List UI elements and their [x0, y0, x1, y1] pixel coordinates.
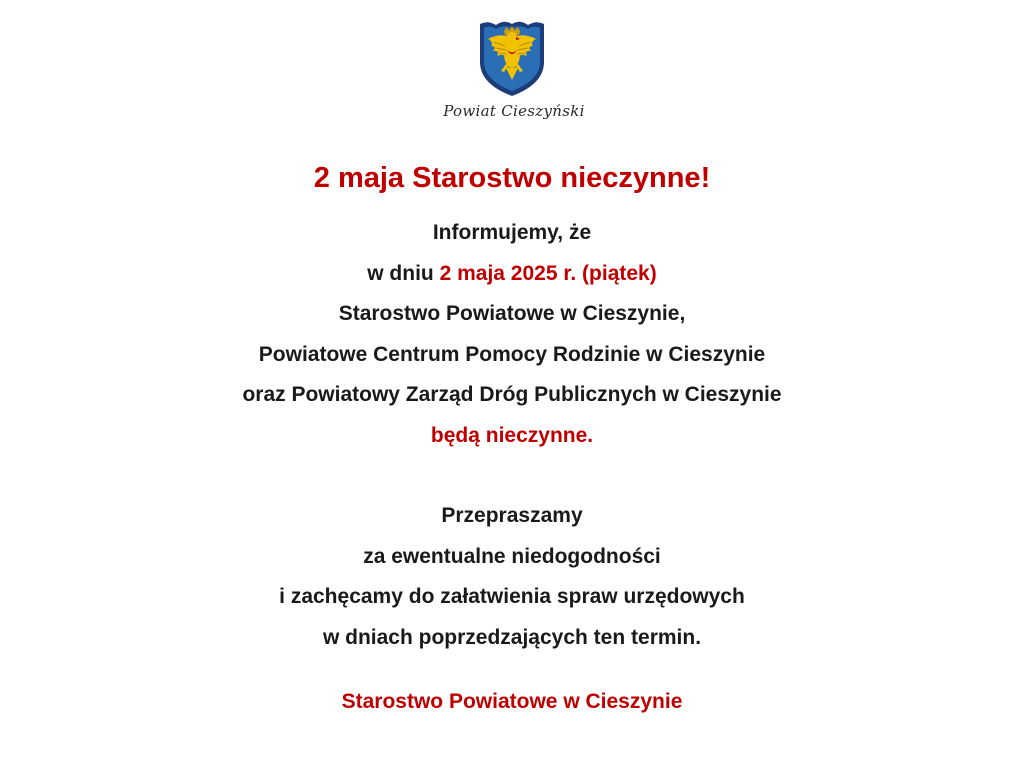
- apology-line-4: w dniach poprzedzających ten termin.: [322, 625, 702, 649]
- notice-line-6: będą nieczynne.: [430, 423, 594, 447]
- notice-line-4: Powiatowe Centrum Pomocy Rodzinie w Cieszynie: [258, 342, 766, 366]
- notice-line-3: Starostwo Powiatowe w Cieszynie,: [338, 302, 686, 325]
- signature: Starostwo Powiatowe w Cieszynie: [341, 690, 683, 713]
- apology-line-3: i zachęcamy do załatwienia spraw urzędowych: [279, 585, 745, 608]
- paragraph-spacer: [0, 456, 1024, 496]
- notice-line-1: Informujemy, że: [432, 221, 592, 244]
- coat-of-arms-eagle-icon: [474, 18, 550, 98]
- notice-line-2: [0, 254, 1024, 295]
- notice-body: [0, 213, 1024, 658]
- notice-date: 2 maja 2025 r. (piątek): [439, 261, 657, 285]
- apology-line-1: Przepraszamy: [441, 504, 583, 527]
- notice-line-5: oraz Powiatowy Zarząd Dróg Publicznych w Cieszynie: [242, 383, 782, 406]
- notice-date-prefix: w dniu: [367, 261, 440, 285]
- apology-line-2: za ewentualne niedogodności: [363, 544, 661, 568]
- logo-caption: Powiat Cieszyński: [443, 102, 585, 120]
- page-title: 2 maja Starostwo nieczynne!: [313, 162, 711, 194]
- logo: [0, 18, 1024, 120]
